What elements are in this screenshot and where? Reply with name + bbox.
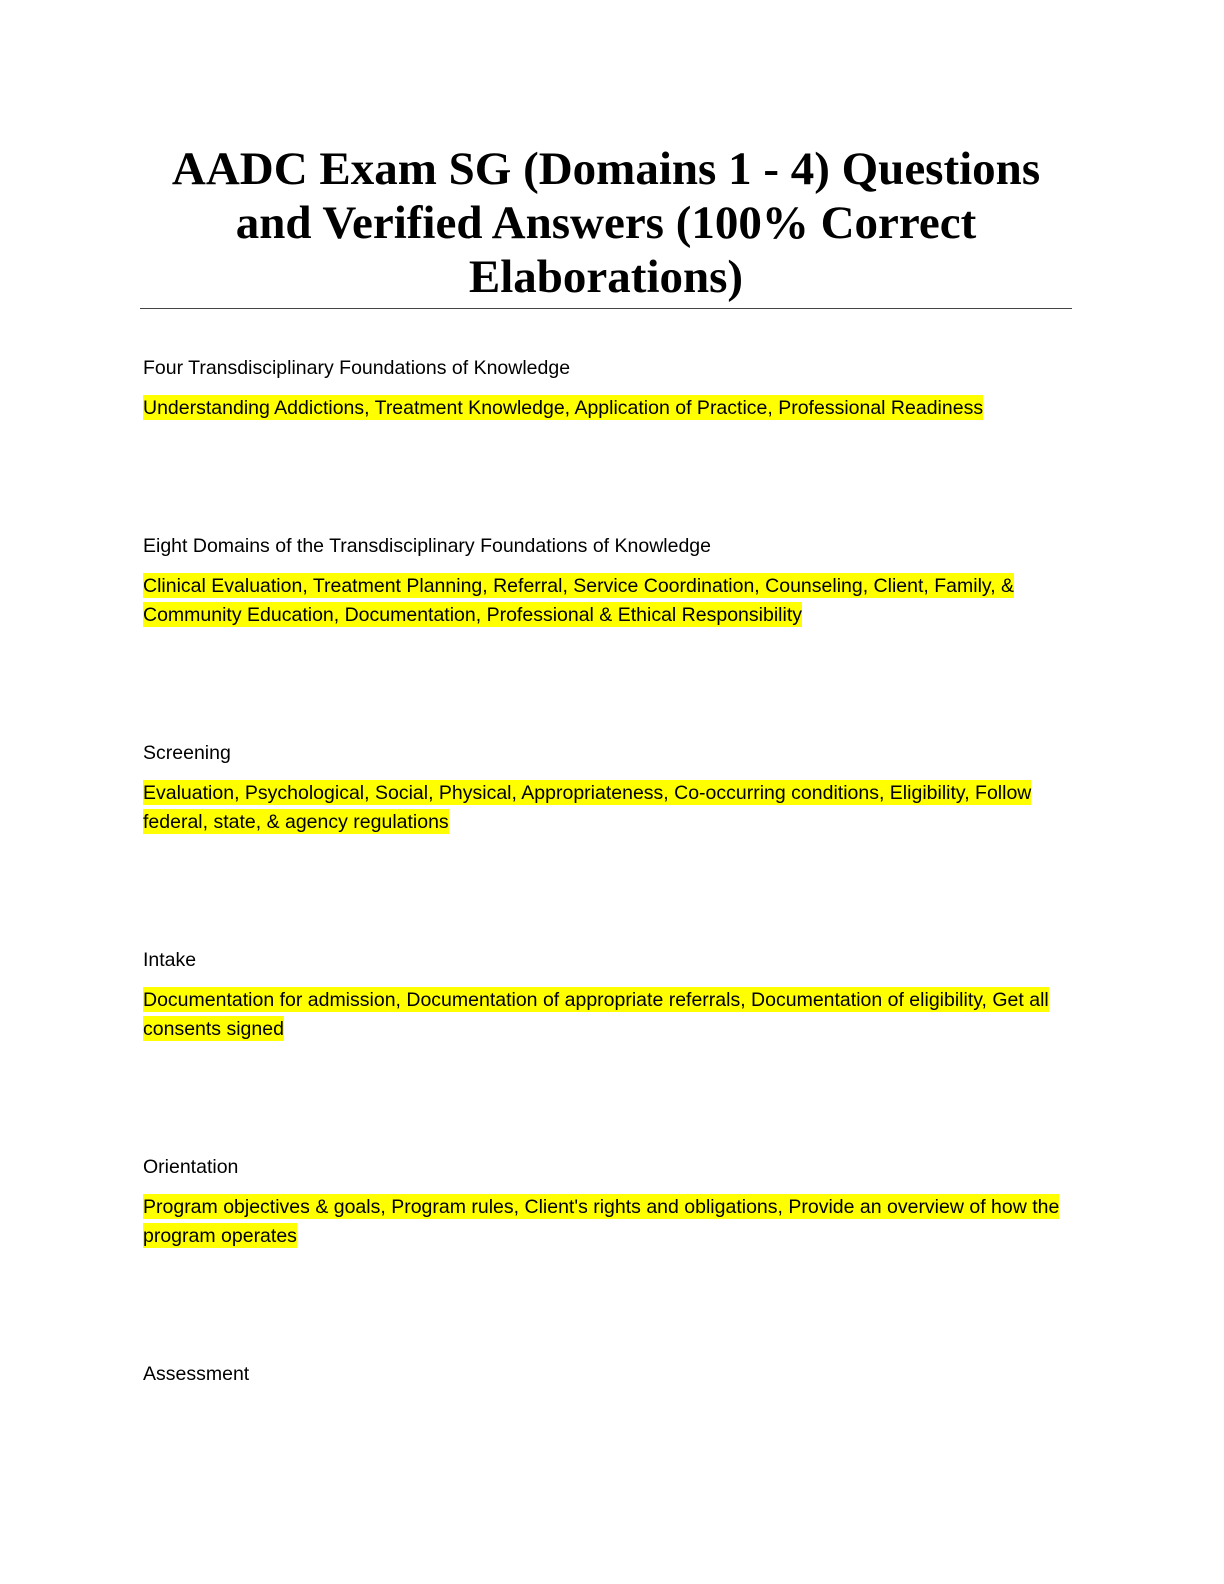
- highlighted-answer: Program objectives & goals, Program rules, Client's rights and obligations, Provide an overview of how the program operates: [143, 1196, 1060, 1247]
- qa-item-6: [143, 1360, 1073, 1389]
- question-text: Intake: [143, 949, 197, 971]
- highlighted-answer: Understanding Addictions, Treatment Knowledge, Application of Practice, Professional Readiness: [143, 397, 984, 419]
- document-title: AADC Exam SG (Domains 1 - 4) Questions and Verified Answers (100% Correct Elaborations): [171, 143, 1041, 303]
- answer-block: [143, 394, 1073, 423]
- answer-block: [143, 1193, 1073, 1251]
- highlighted-answer: Clinical Evaluation, Treatment Planning, Referral, Service Coordination, Counseling, Client, Family, & Community Education, Documentation, Professional & Ethical Responsibility: [143, 575, 1015, 626]
- qa-item-3: [143, 739, 1073, 837]
- qa-item-2: [143, 532, 1073, 630]
- highlighted-answer: Documentation for admission, Documentation of appropriate referrals, Documentation of eligibility, Get all consents signed: [143, 989, 1049, 1040]
- qa-item-4: [143, 946, 1073, 1044]
- qa-item-5: [143, 1153, 1073, 1251]
- question-text: Screening: [143, 742, 231, 764]
- question-text: Assessment: [143, 1363, 250, 1385]
- question-text: Orientation: [143, 1156, 239, 1178]
- question-text: Four Transdisciplinary Foundations of Knowledge: [143, 357, 571, 379]
- title-divider: [140, 308, 1072, 309]
- qa-item-1: [143, 354, 1073, 423]
- question-text: Eight Domains of the Transdisciplinary Foundations of Knowledge: [143, 535, 711, 557]
- answer-block: [143, 779, 1073, 837]
- answer-block: [143, 986, 1073, 1044]
- answer-block: [143, 572, 1073, 630]
- highlighted-answer: Evaluation, Psychological, Social, Physical, Appropriateness, Co-occurring conditions, Eligibility, Follow federal, state, & agency regulations: [143, 782, 1032, 833]
